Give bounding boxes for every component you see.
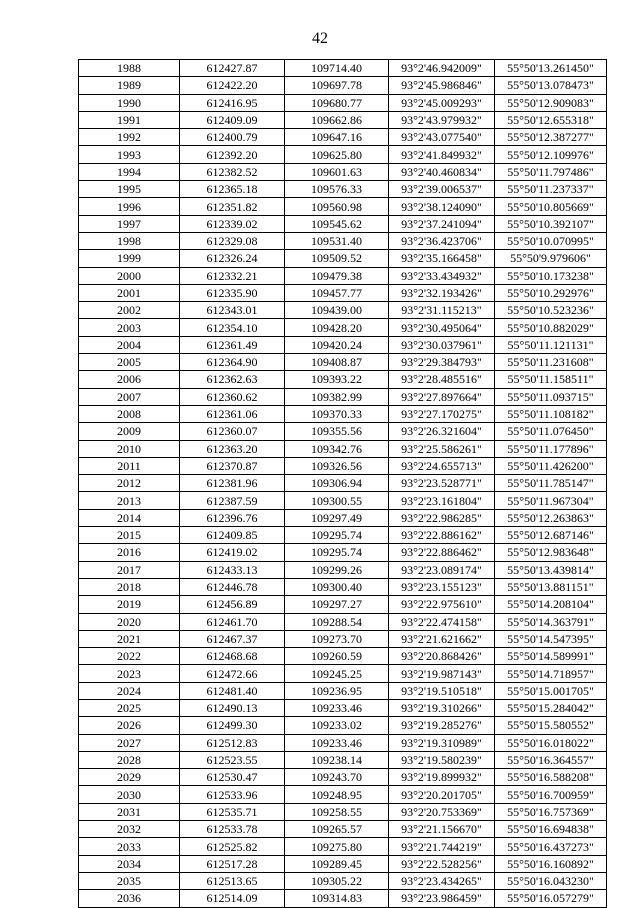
longitude-cell: 93°2'29.384793": [389, 354, 495, 371]
latitude-cell: 55°50'11.785147": [495, 475, 607, 492]
point-number-cell: 2011: [79, 457, 180, 474]
point-number-cell: 2008: [79, 405, 180, 422]
x-coordinate-cell: 612525.82: [180, 838, 285, 855]
x-coordinate-cell: 612409.85: [180, 527, 285, 544]
latitude-cell: 55°50'14.547395": [495, 630, 607, 647]
latitude-cell: 55°50'11.158511": [495, 371, 607, 388]
point-number-cell: 2023: [79, 665, 180, 682]
point-number-cell: 2009: [79, 423, 180, 440]
longitude-cell: 93°2'43.979932": [389, 111, 495, 128]
y-coordinate-cell: 109680.77: [285, 94, 389, 111]
x-coordinate-cell: 612335.90: [180, 284, 285, 301]
longitude-cell: 93°2'19.310989": [389, 734, 495, 751]
longitude-cell: 93°2'45.986846": [389, 77, 495, 94]
latitude-cell: 55°50'10.070995": [495, 232, 607, 249]
table-row: [79, 198, 607, 215]
latitude-cell: 55°50'9.979606": [495, 250, 607, 267]
x-coordinate-cell: 612535.71: [180, 803, 285, 820]
y-coordinate-cell: 109305.22: [285, 872, 389, 889]
x-coordinate-cell: 612387.59: [180, 492, 285, 509]
y-coordinate-cell: 109233.46: [285, 734, 389, 751]
point-number-cell: 2030: [79, 786, 180, 803]
latitude-cell: 55°50'16.160892": [495, 855, 607, 872]
latitude-cell: 55°50'10.805669": [495, 198, 607, 215]
longitude-cell: 93°2'43.077540": [389, 129, 495, 146]
latitude-cell: 55°50'11.967304": [495, 492, 607, 509]
table-row: [79, 734, 607, 751]
point-number-cell: 2003: [79, 319, 180, 336]
table-row: [79, 181, 607, 198]
longitude-cell: 93°2'23.528771": [389, 475, 495, 492]
y-coordinate-cell: 109393.22: [285, 371, 389, 388]
x-coordinate-cell: 612468.68: [180, 648, 285, 665]
y-coordinate-cell: 109420.24: [285, 336, 389, 353]
longitude-cell: 93°2'33.434932": [389, 267, 495, 284]
table-row: [79, 613, 607, 630]
latitude-cell: 55°50'13.881151": [495, 578, 607, 595]
x-coordinate-cell: 612382.52: [180, 163, 285, 180]
table-row: [79, 648, 607, 665]
x-coordinate-cell: 612343.01: [180, 302, 285, 319]
longitude-cell: 93°2'19.987143": [389, 665, 495, 682]
y-coordinate-cell: 109439.00: [285, 302, 389, 319]
x-coordinate-cell: 612361.49: [180, 336, 285, 353]
longitude-cell: 93°2'21.744219": [389, 838, 495, 855]
x-coordinate-cell: 612416.95: [180, 94, 285, 111]
longitude-cell: 93°2'21.621662": [389, 630, 495, 647]
table-row: [79, 769, 607, 786]
longitude-cell: 93°2'40.460834": [389, 163, 495, 180]
longitude-cell: 93°2'45.009293": [389, 94, 495, 111]
y-coordinate-cell: 109238.14: [285, 751, 389, 768]
longitude-cell: 93°2'22.474158": [389, 613, 495, 630]
longitude-cell: 93°2'39.006537": [389, 181, 495, 198]
longitude-cell: 93°2'20.201705": [389, 786, 495, 803]
latitude-cell: 55°50'12.263863": [495, 509, 607, 526]
latitude-cell: 55°50'12.983648": [495, 544, 607, 561]
x-coordinate-cell: 612365.18: [180, 181, 285, 198]
longitude-cell: 93°2'36.423706": [389, 232, 495, 249]
table-row: [79, 215, 607, 232]
coordinates-table: [78, 59, 607, 908]
latitude-cell: 55°50'16.057279": [495, 890, 607, 907]
table-row: [79, 630, 607, 647]
latitude-cell: 55°50'10.523236": [495, 302, 607, 319]
latitude-cell: 55°50'14.718957": [495, 665, 607, 682]
table-row: [79, 129, 607, 146]
table-row: [79, 319, 607, 336]
longitude-cell: 93°2'46.942009": [389, 60, 495, 77]
table-row: [79, 267, 607, 284]
table-row: [79, 388, 607, 405]
longitude-cell: 93°2'30.037961": [389, 336, 495, 353]
longitude-cell: 93°2'19.310266": [389, 699, 495, 716]
longitude-cell: 93°2'35.166458": [389, 250, 495, 267]
point-number-cell: 1991: [79, 111, 180, 128]
table-row: [79, 682, 607, 699]
table-row: [79, 596, 607, 613]
table-row: [79, 146, 607, 163]
y-coordinate-cell: 109560.98: [285, 198, 389, 215]
y-coordinate-cell: 109300.55: [285, 492, 389, 509]
latitude-cell: 55°50'12.387277": [495, 129, 607, 146]
longitude-cell: 93°2'41.849932": [389, 146, 495, 163]
table-row: [79, 890, 607, 907]
x-coordinate-cell: 612533.78: [180, 821, 285, 838]
longitude-cell: 93°2'28.485516": [389, 371, 495, 388]
point-number-cell: 2014: [79, 509, 180, 526]
point-number-cell: 2035: [79, 872, 180, 889]
table-row: [79, 821, 607, 838]
latitude-cell: 55°50'11.231608": [495, 354, 607, 371]
longitude-cell: 93°2'20.868426": [389, 648, 495, 665]
longitude-cell: 93°2'19.510518": [389, 682, 495, 699]
x-coordinate-cell: 612363.20: [180, 440, 285, 457]
point-number-cell: 1990: [79, 94, 180, 111]
latitude-cell: 55°50'11.093715": [495, 388, 607, 405]
latitude-cell: 55°50'14.208104": [495, 596, 607, 613]
point-number-cell: 2031: [79, 803, 180, 820]
y-coordinate-cell: 109275.80: [285, 838, 389, 855]
y-coordinate-cell: 109370.33: [285, 405, 389, 422]
point-number-cell: 1996: [79, 198, 180, 215]
y-coordinate-cell: 109295.74: [285, 527, 389, 544]
table-row: [79, 354, 607, 371]
x-coordinate-cell: 612490.13: [180, 699, 285, 716]
x-coordinate-cell: 612523.55: [180, 751, 285, 768]
table-row: [79, 302, 607, 319]
latitude-cell: 55°50'11.108182": [495, 405, 607, 422]
y-coordinate-cell: 109697.78: [285, 77, 389, 94]
point-number-cell: 2001: [79, 284, 180, 301]
longitude-cell: 93°2'20.753369": [389, 803, 495, 820]
x-coordinate-cell: 612427.87: [180, 60, 285, 77]
table-row: [79, 665, 607, 682]
x-coordinate-cell: 612360.62: [180, 388, 285, 405]
x-coordinate-cell: 612400.79: [180, 129, 285, 146]
y-coordinate-cell: 109531.40: [285, 232, 389, 249]
y-coordinate-cell: 109236.95: [285, 682, 389, 699]
table-row: [79, 561, 607, 578]
table-row: [79, 77, 607, 94]
latitude-cell: 55°50'11.121131": [495, 336, 607, 353]
point-number-cell: 1995: [79, 181, 180, 198]
table-row: [79, 336, 607, 353]
point-number-cell: 2033: [79, 838, 180, 855]
y-coordinate-cell: 109258.55: [285, 803, 389, 820]
table-row: [79, 803, 607, 820]
latitude-cell: 55°50'11.426200": [495, 457, 607, 474]
x-coordinate-cell: 612370.87: [180, 457, 285, 474]
latitude-cell: 55°50'12.109976": [495, 146, 607, 163]
latitude-cell: 55°50'13.439814": [495, 561, 607, 578]
point-number-cell: 1993: [79, 146, 180, 163]
x-coordinate-cell: 612339.02: [180, 215, 285, 232]
point-number-cell: 2017: [79, 561, 180, 578]
table-row: [79, 440, 607, 457]
table-row: [79, 405, 607, 422]
table-row: [79, 751, 607, 768]
latitude-cell: 55°50'15.001705": [495, 682, 607, 699]
x-coordinate-cell: 612392.20: [180, 146, 285, 163]
point-number-cell: 1999: [79, 250, 180, 267]
latitude-cell: 55°50'16.018022": [495, 734, 607, 751]
latitude-cell: 55°50'16.694838": [495, 821, 607, 838]
x-coordinate-cell: 612396.76: [180, 509, 285, 526]
point-number-cell: 2004: [79, 336, 180, 353]
y-coordinate-cell: 109625.80: [285, 146, 389, 163]
y-coordinate-cell: 109295.74: [285, 544, 389, 561]
x-coordinate-cell: 612409.09: [180, 111, 285, 128]
latitude-cell: 55°50'11.237337": [495, 181, 607, 198]
latitude-cell: 55°50'16.700959": [495, 786, 607, 803]
y-coordinate-cell: 109601.63: [285, 163, 389, 180]
longitude-cell: 93°2'22.528256": [389, 855, 495, 872]
x-coordinate-cell: 612326.24: [180, 250, 285, 267]
point-number-cell: 2012: [79, 475, 180, 492]
x-coordinate-cell: 612499.30: [180, 717, 285, 734]
latitude-cell: 55°50'14.363791": [495, 613, 607, 630]
point-number-cell: 1994: [79, 163, 180, 180]
table-row: [79, 544, 607, 561]
table-row: [79, 855, 607, 872]
longitude-cell: 93°2'38.124090": [389, 198, 495, 215]
point-number-cell: 1997: [79, 215, 180, 232]
latitude-cell: 55°50'12.909083": [495, 94, 607, 111]
longitude-cell: 93°2'25.586261": [389, 440, 495, 457]
y-coordinate-cell: 109326.56: [285, 457, 389, 474]
latitude-cell: 55°50'13.078473": [495, 77, 607, 94]
longitude-cell: 93°2'23.161804": [389, 492, 495, 509]
latitude-cell: 55°50'10.173238": [495, 267, 607, 284]
point-number-cell: 2028: [79, 751, 180, 768]
point-number-cell: 2002: [79, 302, 180, 319]
y-coordinate-cell: 109314.83: [285, 890, 389, 907]
y-coordinate-cell: 109233.02: [285, 717, 389, 734]
page-number: 42: [312, 30, 328, 47]
point-number-cell: 2032: [79, 821, 180, 838]
table-row: [79, 509, 607, 526]
longitude-cell: 93°2'31.115213": [389, 302, 495, 319]
longitude-cell: 93°2'23.155123": [389, 578, 495, 595]
latitude-cell: 55°50'16.437273": [495, 838, 607, 855]
longitude-cell: 93°2'21.156670": [389, 821, 495, 838]
point-number-cell: 2015: [79, 527, 180, 544]
longitude-cell: 93°2'22.975610": [389, 596, 495, 613]
latitude-cell: 55°50'16.757369": [495, 803, 607, 820]
longitude-cell: 93°2'30.495064": [389, 319, 495, 336]
y-coordinate-cell: 109647.16: [285, 129, 389, 146]
point-number-cell: 2021: [79, 630, 180, 647]
y-coordinate-cell: 109233.46: [285, 699, 389, 716]
point-number-cell: 2022: [79, 648, 180, 665]
point-number-cell: 2006: [79, 371, 180, 388]
point-number-cell: 1992: [79, 129, 180, 146]
longitude-cell: 93°2'23.089174": [389, 561, 495, 578]
y-coordinate-cell: 109300.40: [285, 578, 389, 595]
y-coordinate-cell: 109509.52: [285, 250, 389, 267]
point-number-cell: 2025: [79, 699, 180, 716]
point-number-cell: 1989: [79, 77, 180, 94]
table-row: [79, 527, 607, 544]
point-number-cell: 2029: [79, 769, 180, 786]
point-number-cell: 2000: [79, 267, 180, 284]
point-number-cell: 2024: [79, 682, 180, 699]
longitude-cell: 93°2'32.193426": [389, 284, 495, 301]
x-coordinate-cell: 612361.06: [180, 405, 285, 422]
longitude-cell: 93°2'22.886162": [389, 527, 495, 544]
y-coordinate-cell: 109342.76: [285, 440, 389, 457]
x-coordinate-cell: 612514.09: [180, 890, 285, 907]
table-row: [79, 371, 607, 388]
latitude-cell: 55°50'16.588208": [495, 769, 607, 786]
table-row: [79, 284, 607, 301]
x-coordinate-cell: 612530.47: [180, 769, 285, 786]
y-coordinate-cell: 109288.54: [285, 613, 389, 630]
table-row: [79, 578, 607, 595]
longitude-cell: 93°2'27.170275": [389, 405, 495, 422]
y-coordinate-cell: 109457.77: [285, 284, 389, 301]
x-coordinate-cell: 612467.37: [180, 630, 285, 647]
point-number-cell: 2007: [79, 388, 180, 405]
longitude-cell: 93°2'22.886462": [389, 544, 495, 561]
latitude-cell: 55°50'15.580552": [495, 717, 607, 734]
y-coordinate-cell: 109662.86: [285, 111, 389, 128]
x-coordinate-cell: 612332.21: [180, 267, 285, 284]
y-coordinate-cell: 109714.40: [285, 60, 389, 77]
y-coordinate-cell: 109273.70: [285, 630, 389, 647]
y-coordinate-cell: 109545.62: [285, 215, 389, 232]
longitude-cell: 93°2'23.434265": [389, 872, 495, 889]
y-coordinate-cell: 109243.70: [285, 769, 389, 786]
table-row: [79, 111, 607, 128]
longitude-cell: 93°2'24.655713": [389, 457, 495, 474]
latitude-cell: 55°50'13.261450": [495, 60, 607, 77]
point-number-cell: 2027: [79, 734, 180, 751]
table-row: [79, 423, 607, 440]
x-coordinate-cell: 612381.96: [180, 475, 285, 492]
longitude-cell: 93°2'22.986285": [389, 509, 495, 526]
latitude-cell: 55°50'10.292976": [495, 284, 607, 301]
y-coordinate-cell: 109306.94: [285, 475, 389, 492]
table-row: [79, 699, 607, 716]
x-coordinate-cell: 612422.20: [180, 77, 285, 94]
x-coordinate-cell: 612360.07: [180, 423, 285, 440]
latitude-cell: 55°50'10.392107": [495, 215, 607, 232]
point-number-cell: 2020: [79, 613, 180, 630]
table-row: [79, 717, 607, 734]
point-number-cell: 2034: [79, 855, 180, 872]
latitude-cell: 55°50'14.589991": [495, 648, 607, 665]
y-coordinate-cell: 109297.49: [285, 509, 389, 526]
latitude-cell: 55°50'12.655318": [495, 111, 607, 128]
longitude-cell: 93°2'37.241094": [389, 215, 495, 232]
x-coordinate-cell: 612456.89: [180, 596, 285, 613]
point-number-cell: 2026: [79, 717, 180, 734]
x-coordinate-cell: 612419.02: [180, 544, 285, 561]
x-coordinate-cell: 612513.65: [180, 872, 285, 889]
table-row: [79, 492, 607, 509]
x-coordinate-cell: 612351.82: [180, 198, 285, 215]
longitude-cell: 93°2'27.897664": [389, 388, 495, 405]
x-coordinate-cell: 612354.10: [180, 319, 285, 336]
latitude-cell: 55°50'11.076450": [495, 423, 607, 440]
longitude-cell: 93°2'19.899932": [389, 769, 495, 786]
y-coordinate-cell: 109355.56: [285, 423, 389, 440]
latitude-cell: 55°50'11.177896": [495, 440, 607, 457]
y-coordinate-cell: 109245.25: [285, 665, 389, 682]
y-coordinate-cell: 109428.20: [285, 319, 389, 336]
x-coordinate-cell: 612461.70: [180, 613, 285, 630]
point-number-cell: 2018: [79, 578, 180, 595]
x-coordinate-cell: 612481.40: [180, 682, 285, 699]
table-row: [79, 786, 607, 803]
latitude-cell: 55°50'15.284042": [495, 699, 607, 716]
y-coordinate-cell: 109299.26: [285, 561, 389, 578]
y-coordinate-cell: 109248.95: [285, 786, 389, 803]
point-number-cell: 2036: [79, 890, 180, 907]
coordinates-table-container: [78, 59, 607, 908]
longitude-cell: 93°2'19.285276": [389, 717, 495, 734]
latitude-cell: 55°50'16.364557": [495, 751, 607, 768]
x-coordinate-cell: 612362.63: [180, 371, 285, 388]
y-coordinate-cell: 109382.99: [285, 388, 389, 405]
y-coordinate-cell: 109408.87: [285, 354, 389, 371]
x-coordinate-cell: 612533.96: [180, 786, 285, 803]
table-row: [79, 94, 607, 111]
table-body: [79, 60, 607, 908]
x-coordinate-cell: 612433.13: [180, 561, 285, 578]
latitude-cell: 55°50'12.687146": [495, 527, 607, 544]
y-coordinate-cell: 109265.57: [285, 821, 389, 838]
longitude-cell: 93°2'23.986459": [389, 890, 495, 907]
latitude-cell: 55°50'11.797486": [495, 163, 607, 180]
point-number-cell: 2016: [79, 544, 180, 561]
table-row: [79, 163, 607, 180]
point-number-cell: 1998: [79, 232, 180, 249]
table-row: [79, 457, 607, 474]
point-number-cell: 2019: [79, 596, 180, 613]
y-coordinate-cell: 109260.59: [285, 648, 389, 665]
x-coordinate-cell: 612329.08: [180, 232, 285, 249]
latitude-cell: 55°50'16.043230": [495, 872, 607, 889]
x-coordinate-cell: 612517.28: [180, 855, 285, 872]
point-number-cell: 2010: [79, 440, 180, 457]
table-row: [79, 250, 607, 267]
table-row: [79, 475, 607, 492]
table-row: [79, 872, 607, 889]
point-number-cell: 2005: [79, 354, 180, 371]
x-coordinate-cell: 612472.66: [180, 665, 285, 682]
point-number-cell: 2013: [79, 492, 180, 509]
x-coordinate-cell: 612446.78: [180, 578, 285, 595]
longitude-cell: 93°2'19.580239": [389, 751, 495, 768]
point-number-cell: 1988: [79, 60, 180, 77]
y-coordinate-cell: 109576.33: [285, 181, 389, 198]
x-coordinate-cell: 612364.90: [180, 354, 285, 371]
y-coordinate-cell: 109289.45: [285, 855, 389, 872]
table-row: [79, 60, 607, 77]
longitude-cell: 93°2'26.321604": [389, 423, 495, 440]
y-coordinate-cell: 109297.27: [285, 596, 389, 613]
table-row: [79, 232, 607, 249]
latitude-cell: 55°50'10.882029": [495, 319, 607, 336]
table-row: [79, 838, 607, 855]
x-coordinate-cell: 612512.83: [180, 734, 285, 751]
y-coordinate-cell: 109479.38: [285, 267, 389, 284]
